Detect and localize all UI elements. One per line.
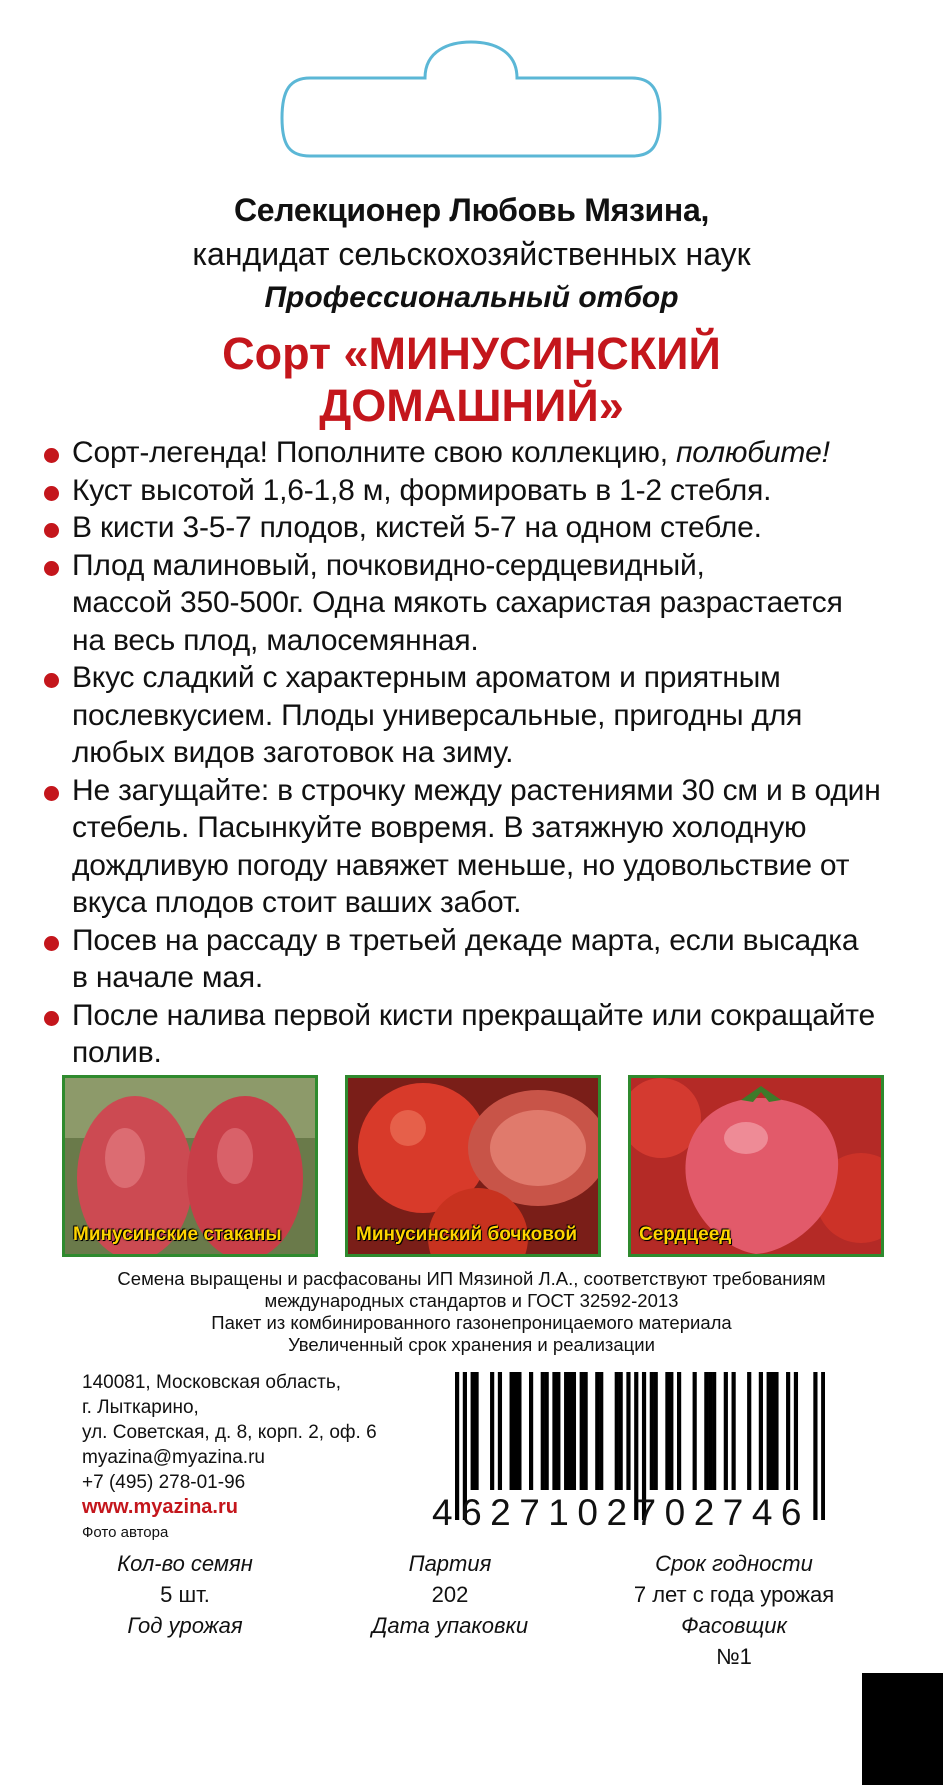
info-line: Пакет из комбинированного газонепроницаемого материала	[211, 1312, 732, 1333]
barcode-bar	[693, 1372, 697, 1490]
bullet-line: любых видов заготовок на зиму.	[72, 736, 514, 769]
barcode-bar	[770, 1372, 774, 1490]
barcode-bar	[615, 1372, 619, 1490]
photo-caption: Минусинский бочковой	[356, 1224, 577, 1245]
barcode-bar	[712, 1372, 716, 1490]
seeds-label: Кол-во семян	[117, 1551, 253, 1576]
barcode-bar	[545, 1372, 549, 1490]
bullet-dot-icon	[44, 1011, 59, 1026]
batch-value: 202	[431, 1582, 469, 1607]
barcode-bar	[747, 1372, 751, 1490]
contact-block	[82, 1370, 377, 1545]
barcode-bar	[552, 1372, 556, 1490]
corner-mark	[862, 1673, 943, 1785]
barcode-bar	[568, 1372, 572, 1490]
barcode-bar	[510, 1372, 514, 1490]
variety-title	[0, 328, 943, 432]
barcode-bar	[665, 1372, 669, 1490]
barcode-bar	[626, 1372, 630, 1490]
info-line: международных стандартов и ГОСТ 32592-2013	[264, 1290, 679, 1311]
bullet-item	[44, 547, 924, 660]
website-link[interactable]: www.myazina.ru	[82, 1496, 238, 1518]
meta-col-seeds	[35, 1548, 335, 1641]
bullet-line	[72, 434, 924, 472]
bullet-line: После налива первой кисти прекращайте или сокращайте	[72, 998, 875, 1032]
barcode-bar	[794, 1372, 798, 1490]
bullet-item	[44, 472, 924, 510]
barcode-bar	[774, 1372, 778, 1490]
bullet-line: на весь плод, малосемянная.	[72, 623, 479, 657]
address-line: г. Лыткарино,	[82, 1397, 199, 1418]
bullet-line: Плод малиновый, почковидно-сердцевидный,	[72, 548, 705, 582]
selection-label: Профессиональный отбор	[264, 281, 679, 314]
barcode-bar	[732, 1372, 736, 1490]
barcode-bar	[474, 1372, 478, 1490]
address-line: ул. Советская, д. 8, корп. 2, оф. 6	[82, 1422, 377, 1443]
bullet-line: в начале мая.	[72, 961, 263, 994]
barcode-bar	[572, 1372, 576, 1490]
bullet-dot-icon	[44, 673, 59, 688]
barcode-bar	[498, 1372, 502, 1490]
barcode-bar	[584, 1372, 588, 1490]
barcode-bar	[759, 1372, 763, 1490]
email-link[interactable]: myazina@myazina.ru	[82, 1447, 265, 1468]
barcode-bar	[599, 1372, 603, 1490]
bullet-dot-icon	[44, 561, 59, 576]
barcode-bar	[724, 1372, 728, 1490]
breeder-name: Селекционер Любовь Мязина,	[233, 192, 710, 228]
barcode-bar	[564, 1372, 568, 1490]
address-line: 140081, Московская область,	[82, 1372, 342, 1393]
bullet-item	[44, 922, 924, 997]
packer-value: №1	[716, 1644, 752, 1669]
bullet-line: дождливую погоду навяжет меньше, но удовольствие от	[72, 848, 850, 882]
bullet-line: полив.	[72, 1036, 162, 1069]
bullet-item	[44, 772, 924, 922]
variety-title-line2: ДОМАШНИЙ»	[319, 380, 624, 431]
bullet-dot-icon	[44, 786, 59, 801]
barcode-bar	[595, 1372, 599, 1490]
pack-date-label: Дата упаковки	[371, 1613, 529, 1638]
info-line: Увеличенный срок хранения и реализации	[288, 1334, 655, 1355]
photo-bochkovoy	[345, 1075, 601, 1257]
bullet-line: Куст высотой 1,6-1,8 м, формировать в 1-2 стебля.	[72, 473, 772, 507]
photo-strip	[62, 1075, 882, 1255]
barcode-bar	[677, 1372, 681, 1490]
bullet-dot-icon	[44, 523, 59, 538]
packer-label: Фасовщик	[681, 1613, 787, 1638]
bullet-line: Не загущайте: в строчку между растениями 30 см и в один	[72, 773, 881, 807]
barcode-bar	[471, 1372, 475, 1490]
bullet-italic-text: полюбите!	[676, 436, 830, 469]
barcode-digits: 4627102702746	[432, 1492, 811, 1533]
bullet-line: стебель. Пасынкуйте вовремя. В затяжную холодную	[72, 811, 807, 844]
bullet-dot-icon	[44, 448, 59, 463]
barcode-bar	[767, 1372, 771, 1490]
production-info	[0, 1268, 943, 1356]
batch-label: Партия	[408, 1551, 492, 1576]
phone-number: +7 (495) 278-01-96	[82, 1472, 246, 1493]
bullet-line: Посев на рассаду в третьей декаде марта, если высадка	[72, 923, 859, 957]
barcode-bar	[786, 1372, 790, 1490]
bullet-item	[44, 997, 924, 1072]
harvest-label: Год урожая	[127, 1613, 243, 1638]
meta-col-shelf	[584, 1548, 884, 1672]
bullet-line: Вкус сладкий с характерным ароматом и приятным	[72, 661, 781, 694]
breeder-degree: кандидат сельскохозяйственных наук	[192, 236, 751, 272]
barcode-bar	[556, 1372, 560, 1490]
barcode-bar	[704, 1372, 708, 1490]
barcode-bar	[541, 1372, 545, 1490]
bullet-line: послевкусием. Плоды универсальные, пригодны для	[72, 698, 803, 732]
shelf-value: 7 лет с года урожая	[633, 1582, 835, 1607]
bullet-line: вкуса плодов стоит ваших забот.	[72, 886, 522, 919]
seeds-value: 5 шт.	[160, 1582, 210, 1607]
barcode-bar	[529, 1372, 533, 1490]
bullet-line: массой 350-500г. Одна мякоть сахаристая разрастается	[72, 586, 843, 619]
info-line: Семена выращены и расфасованы ИП Мязиной Л.А., соответствуют требованиям	[117, 1268, 826, 1289]
description-list	[44, 434, 924, 1072]
hang-hole-outline	[280, 40, 662, 160]
variety-title-line1: Сорт «МИНУСИНСКИЙ	[222, 328, 721, 379]
bullet-item	[44, 434, 924, 472]
bullet-item	[44, 659, 924, 772]
photo-serdtseed	[628, 1075, 884, 1257]
shelf-label: Срок годности	[655, 1551, 813, 1576]
barcode-bar	[654, 1372, 658, 1490]
bullet-line: В кисти 3-5-7 плодов, кистей 5-7 на одном стебле.	[72, 511, 762, 544]
barcode-bar	[513, 1372, 517, 1490]
bullet-item	[44, 509, 924, 547]
bullet-text: Сорт-легенда! Пополните свою коллекцию,	[72, 436, 676, 469]
bullet-dot-icon	[44, 486, 59, 501]
barcode-bar	[650, 1372, 654, 1490]
barcode-bar	[490, 1372, 494, 1490]
bullet-dot-icon	[44, 936, 59, 951]
meta-col-batch	[300, 1548, 600, 1641]
photo-credit: Фото автора	[82, 1524, 169, 1541]
barcode-bar	[669, 1372, 673, 1490]
barcode-bar	[619, 1372, 623, 1490]
barcode-bar	[580, 1372, 584, 1490]
barcode-bar	[708, 1372, 712, 1490]
photo-caption: Сердцеед	[639, 1224, 732, 1245]
photo-stakany	[62, 1075, 318, 1257]
photo-caption: Минусинские стаканы	[73, 1224, 282, 1245]
barcode-bar	[517, 1372, 521, 1490]
